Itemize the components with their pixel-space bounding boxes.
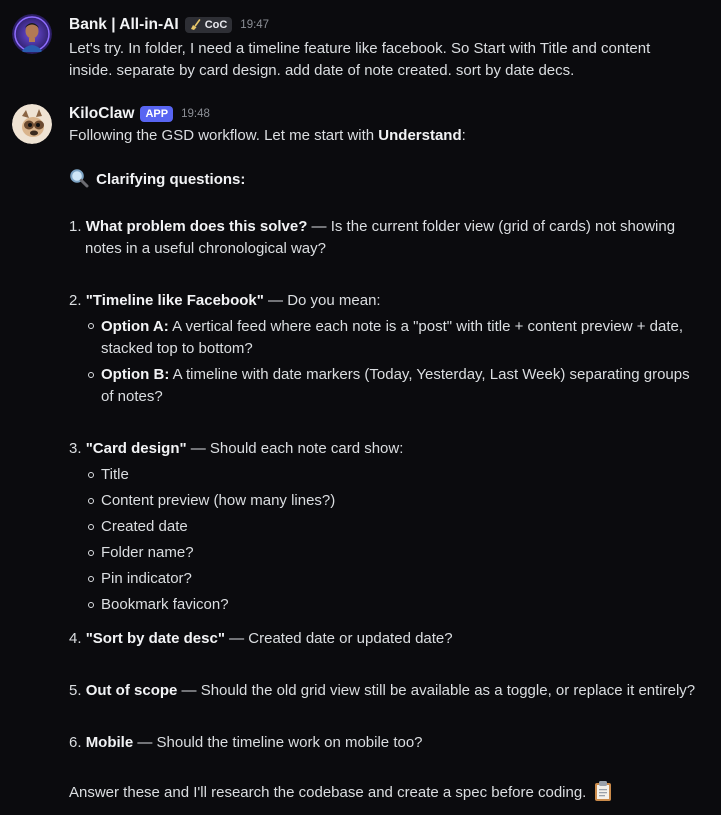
closing-line	[69, 780, 613, 804]
message-bank	[0, 14, 721, 84]
server-tag-label: CoC	[204, 19, 228, 31]
q3-bold: "Card design"	[85, 440, 187, 457]
q5	[69, 680, 695, 702]
q5-text: — Should the old grid view still be available as a toggle, or replace it entirely?	[177, 682, 696, 699]
q6	[69, 732, 423, 754]
list-item: Content preview (how many lines?)	[101, 492, 336, 509]
q4	[69, 628, 453, 650]
username[interactable]: Bank | All-in-AI	[69, 16, 179, 33]
intro-text: Following the GSD workflow. Let me start with	[69, 127, 379, 144]
q5-number: 5.	[69, 682, 86, 699]
q1-number: 1.	[69, 218, 86, 235]
option-b-text: A timeline with date markers (Today, Yesterday, Last Week) separating groups	[169, 366, 690, 383]
avatar-bank[interactable]	[12, 14, 52, 54]
bullet	[88, 524, 94, 530]
message-header	[69, 103, 210, 125]
list-item: Bookmark favicon?	[101, 596, 229, 613]
bullet	[88, 550, 94, 556]
clipboard-icon	[593, 780, 613, 802]
bullet	[88, 472, 94, 478]
q4-number: 4.	[69, 630, 86, 647]
q2-text: — Do you mean:	[263, 292, 381, 309]
q1-bold: What problem does this solve?	[85, 218, 308, 235]
option-a	[101, 316, 683, 338]
broom-icon	[190, 19, 202, 31]
list-item: Folder name?	[101, 544, 194, 561]
q2-number: 2.	[69, 292, 86, 309]
q2	[69, 290, 381, 312]
intro-colon: :	[461, 127, 466, 144]
message-content	[69, 14, 711, 79]
bullet	[88, 576, 94, 582]
q1	[69, 216, 675, 238]
username[interactable]: KiloClaw	[69, 105, 135, 122]
message-header	[69, 14, 711, 36]
bullet	[88, 498, 94, 504]
list-item: Title	[101, 466, 129, 483]
timestamp[interactable]: 19:47	[240, 19, 270, 31]
list-item: Pin indicator?	[101, 570, 192, 587]
q1-cont: notes in a useful chronological way?	[85, 240, 326, 257]
magnifying-glass-icon	[69, 168, 89, 188]
q6-bold: Mobile	[85, 734, 134, 751]
message-line: Let's try. In folder, I need a timeline feature like facebook. So Start with Title and content	[69, 40, 651, 57]
message-line: inside. separate by card design. add date of note created. sort by date decs.	[69, 62, 575, 79]
q2-bold: "Timeline like Facebook"	[85, 292, 264, 309]
option-a-bold: Option A:	[101, 318, 169, 335]
option-a-text: A vertical feed where each note is a "post" with title + content preview + date,	[168, 318, 684, 335]
server-tag[interactable]	[185, 17, 233, 33]
list-item: Created date	[101, 518, 188, 535]
q6-text: — Should the timeline work on mobile too?	[133, 734, 423, 751]
closing-text: Answer these and I'll research the codebase and create a spec before coding.	[69, 784, 587, 801]
q4-bold: "Sort by date desc"	[85, 630, 225, 647]
q3-text: — Should each note card show:	[186, 440, 404, 457]
option-b-bold: Option B:	[101, 366, 170, 383]
heading-text: Clarifying questions:	[96, 171, 246, 188]
q1-text: — Is the current folder view (grid of cards) not showing	[307, 218, 676, 235]
q3	[69, 438, 403, 460]
timestamp[interactable]: 19:48	[181, 108, 210, 120]
avatar-kiloclaw[interactable]	[12, 104, 52, 144]
q5-bold: Out of scope	[85, 682, 178, 699]
bullet	[88, 372, 94, 378]
bullet	[88, 602, 94, 608]
q3-number: 3.	[69, 440, 86, 457]
q6-number: 6.	[69, 734, 86, 751]
option-a-cont: stacked top to bottom?	[101, 340, 253, 357]
intro-line	[69, 125, 466, 147]
section-heading	[69, 168, 245, 191]
app-badge: APP	[140, 106, 173, 122]
intro-bold: Understand	[378, 127, 462, 144]
bullet	[88, 323, 94, 329]
option-b-cont: of notes?	[101, 388, 163, 405]
q4-text: — Created date or updated date?	[224, 630, 453, 647]
option-b	[101, 364, 690, 386]
